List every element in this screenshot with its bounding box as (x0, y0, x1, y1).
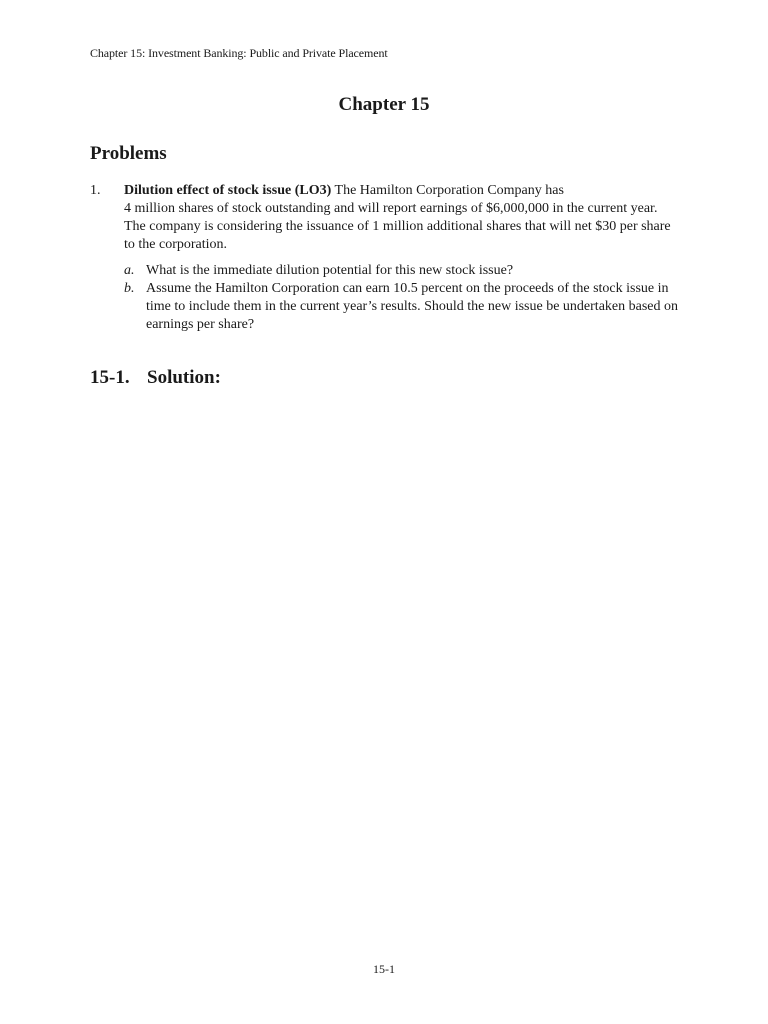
part-letter: b. (124, 281, 135, 296)
solution-label: Solution: (147, 367, 221, 388)
section-heading: Problems (90, 143, 167, 164)
problem-first-line (124, 182, 680, 200)
part-text: Assume the Hamilton Corporation can earn 10.5 percent on the proceeds of the stock issue in time to include them in the current year’s results. Should the new issue be undertaken based on earnings per share? (146, 281, 678, 332)
problem-text-first: The Hamilton Corporation Company has (331, 183, 564, 198)
problem-number: 1. (90, 183, 101, 198)
chapter-title: Chapter 15 (338, 94, 430, 115)
problem-topic: Dilution effect of stock issue (LO3) (124, 183, 332, 198)
problem-part-a (124, 262, 680, 280)
problem-parts (124, 262, 680, 334)
part-letter: a. (124, 263, 135, 278)
running-header: Chapter 15: Investment Banking: Public and Private Placement (90, 46, 388, 60)
solution-number: 15-1. (90, 367, 130, 388)
problem-1 (90, 182, 680, 334)
problem-text-rest: 4 million shares of stock outstanding and will report earnings of $6,000,000 in the current year. The company is considering the issuance of 1 million additional shares that will net $30 per share to the corporation. (124, 201, 671, 252)
problem-part-b (124, 280, 680, 334)
solution-heading (90, 367, 221, 389)
part-text: What is the immediate dilution potential for this new stock issue? (146, 263, 514, 278)
page-number: 15-1 (373, 962, 395, 976)
problem-statement (124, 182, 680, 254)
